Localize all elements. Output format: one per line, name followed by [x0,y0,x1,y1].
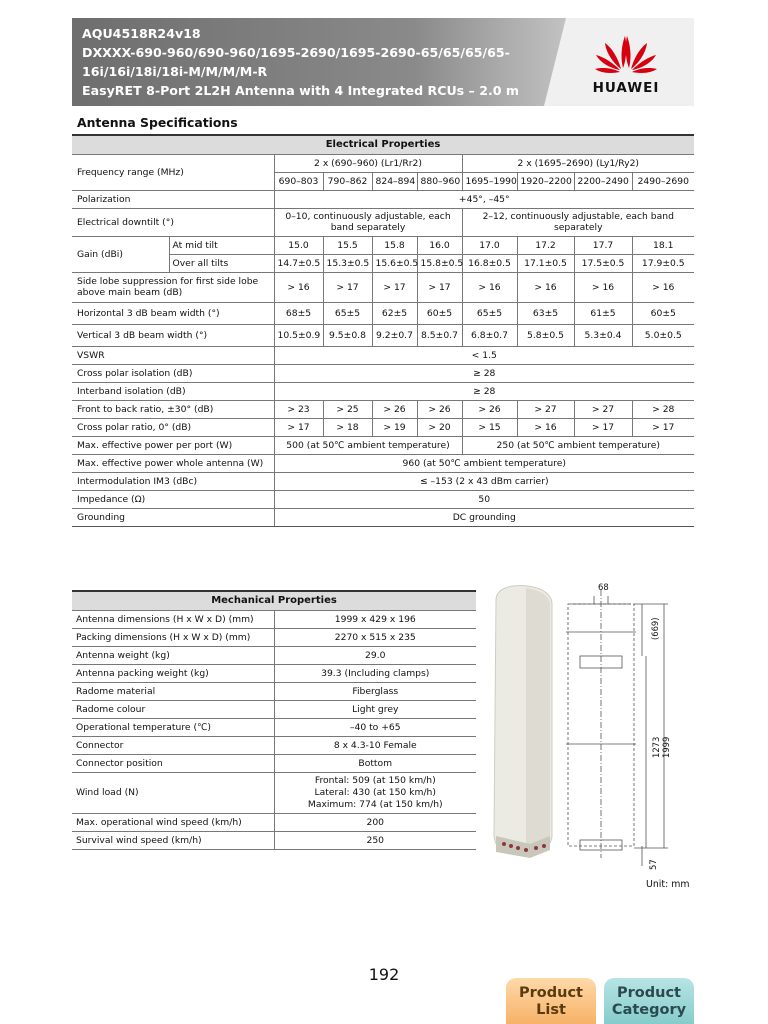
vbw-label: Vertical 3 dB beam width (°) [72,324,274,346]
cross-polar-ratio-value: > 18 [323,418,372,436]
max-power-whole-label: Max. effective power whole antenna (W) [72,454,274,472]
gain-all-value: 14.7±0.5 [274,254,323,272]
antenna-render-image [494,586,552,858]
sidelobe-value: > 16 [517,272,574,302]
mech-label: Radome material [72,682,274,700]
cross-polar-ratio-value: > 20 [417,418,462,436]
front-to-back-value: > 25 [323,400,372,418]
mech-label: Connector [72,736,274,754]
hbw-value: 60±5 [632,302,694,324]
vbw-value: 9.2±0.7 [372,324,417,346]
sidelobe-value: > 17 [372,272,417,302]
vbw-value: 5.3±0.4 [574,324,632,346]
max-power-port-low: 500 (at 50℃ ambient temperature) [274,436,462,454]
front-to-back-value: > 27 [517,400,574,418]
xpol-isolation-label: Cross polar isolation (dB) [72,364,274,382]
gain-all-value: 16.8±0.5 [462,254,517,272]
wind-load-frontal: Frontal: 509 (at 150 km/h) [314,774,436,786]
product-description: EasyRET 8-Port 2L2H Antenna with 4 Integrated RCUs – 2.0 m [82,83,520,98]
drawing-dimensions [598,582,671,870]
product-category-label-1: Product [617,985,681,1001]
interband-isolation-label: Interband isolation (dB) [72,382,274,400]
sidelobe-label: Side lobe suppression for first side lobe above main beam (dB) [72,272,274,302]
model-code-line-1: DXXXX-690-960/690-960/1695-2690/1695-2690-65/65/65/65- [82,45,510,60]
mechanical-properties-table [72,590,476,850]
huawei-logo [576,28,676,98]
gain-mid-value: 17.2 [517,236,574,254]
gain-mid-value: 15.8 [372,236,417,254]
hbw-value: 63±5 [517,302,574,324]
gain-mid-value: 17.7 [574,236,632,254]
front-to-back-value: > 23 [274,400,323,418]
antenna-drawing [486,578,696,878]
dim-top: 68 [598,582,609,592]
xpol-isolation-value: ≥ 28 [274,364,694,382]
freq-band: 2200–2490 [574,172,632,190]
dim-bottom: 57 [648,859,658,870]
dim-total: 1999 [661,736,671,758]
product-list-label-1: Product [519,985,583,1001]
mech-label: Antenna packing weight (kg) [72,664,274,682]
vbw-value: 5.8±0.5 [517,324,574,346]
freq-band: 2490–2690 [632,172,694,190]
im3-value: ≤ –153 (2 x 43 dBm carrier) [274,472,694,490]
sidelobe-value: > 16 [462,272,517,302]
mech-value: Bottom [274,754,476,772]
freq-band: 690–803 [274,172,323,190]
wind-load-value [274,772,476,813]
electrical-heading: Electrical Properties [72,135,694,154]
mech-value: Fiberglass [274,682,476,700]
unit-label: Unit: mm [646,879,690,890]
im3-label: Intermodulation IM3 (dBc) [72,472,274,490]
sidelobe-value: > 16 [574,272,632,302]
model-name: AQU4518R24v18 [82,26,201,41]
cross-polar-ratio-value: > 17 [574,418,632,436]
cross-polar-ratio-value: > 17 [274,418,323,436]
mech-value: 250 [274,831,476,849]
polarization-label: Polarization [72,190,274,208]
gain-all-value: 17.5±0.5 [574,254,632,272]
grounding-label: Grounding [72,508,274,526]
gain-all-value: 17.1±0.5 [517,254,574,272]
vbw-value: 9.5±0.8 [323,324,372,346]
sidelobe-value: > 16 [274,272,323,302]
mechanical-heading: Mechanical Properties [72,591,476,610]
product-category-label-2: Category [611,1002,687,1018]
mech-label: Survival wind speed (km/h) [72,831,274,849]
vswr-value: < 1.5 [274,346,694,364]
gain-mid-label: At mid tilt [169,236,274,254]
impedance-label: Impedance (Ω) [72,490,274,508]
mech-label: Antenna weight (kg) [72,646,274,664]
mech-value: 39.3 (Including clamps) [274,664,476,682]
freq-band: 824–894 [372,172,417,190]
gain-mid-value: 17.0 [462,236,517,254]
freq-band: 880–960 [417,172,462,190]
hbw-value: 65±5 [323,302,372,324]
mech-label: Antenna dimensions (H x W x D) (mm) [72,610,274,628]
max-power-port-label: Max. effective power per port (W) [72,436,274,454]
impedance-value: 50 [274,490,694,508]
front-to-back-value: > 26 [462,400,517,418]
huawei-petals-icon [576,28,676,78]
mech-value: 200 [274,813,476,831]
hbw-value: 62±5 [372,302,417,324]
mech-label: Max. operational wind speed (km/h) [72,813,274,831]
mech-label: Packing dimensions (H x W x D) (mm) [72,628,274,646]
cross-polar-ratio-value: > 17 [632,418,694,436]
downtilt-high: 2–12, continuously adjustable, each band separately [462,208,694,236]
dim-mid: 1273 [651,736,661,758]
cross-polar-ratio-label: Cross polar ratio, 0° (dB) [72,418,274,436]
gain-all-value: 17.9±0.5 [632,254,694,272]
freq-band: 1695–1990 [462,172,517,190]
front-to-back-value: > 26 [417,400,462,418]
gain-all-value: 15.8±0.5 [417,254,462,272]
polarization-value: +45°, –45° [274,190,694,208]
freq-group-low: 2 x (690–960) (Lr1/Rr2) [274,154,462,172]
mech-value: 2270 x 515 x 235 [274,628,476,646]
mech-value: 29.0 [274,646,476,664]
vbw-value: 10.5±0.9 [274,324,323,346]
product-category-button[interactable] [604,978,694,1024]
electrical-properties-table [72,134,694,527]
gain-all-value: 15.3±0.5 [323,254,372,272]
cross-polar-ratio-value: > 16 [517,418,574,436]
front-to-back-value: > 26 [372,400,417,418]
product-list-button[interactable] [506,978,596,1024]
mech-label: Operational temperature (℃) [72,718,274,736]
interband-isolation-value: ≥ 28 [274,382,694,400]
freq-group-high: 2 x (1695–2690) (Ly1/Ry2) [462,154,694,172]
max-power-port-high: 250 (at 50℃ ambient temperature) [462,436,694,454]
hbw-value: 61±5 [574,302,632,324]
max-power-whole-value: 960 (at 50℃ ambient temperature) [274,454,694,472]
hbw-label: Horizontal 3 dB beam width (°) [72,302,274,324]
wind-load-label: Wind load (N) [72,772,274,813]
mech-value: 1999 x 429 x 196 [274,610,476,628]
hbw-value: 65±5 [462,302,517,324]
gain-mid-value: 15.0 [274,236,323,254]
section-title: Antenna Specifications [77,115,238,130]
model-code-line-2: 16i/16i/18i/18i-M/M/M/M-R [82,64,268,79]
product-list-label-2: List [536,1002,566,1018]
vbw-value: 5.0±0.5 [632,324,694,346]
gain-mid-value: 15.5 [323,236,372,254]
gain-all-label: Over all tilts [169,254,274,272]
front-to-back-value: > 27 [574,400,632,418]
mech-value: Light grey [274,700,476,718]
dim-upper: (669) [650,617,660,640]
grounding-value: DC grounding [274,508,694,526]
page-number: 192 [368,965,400,984]
mech-label: Connector position [72,754,274,772]
front-to-back-label: Front to back ratio, ±30° (dB) [72,400,274,418]
hbw-value: 68±5 [274,302,323,324]
downtilt-label: Electrical downtilt (°) [72,208,274,236]
wind-load-maximum: Maximum: 774 (at 150 km/h) [307,798,443,810]
brand-name: HUAWEI [592,80,660,96]
vbw-value: 6.8±0.7 [462,324,517,346]
product-title [82,24,519,100]
header-banner [72,18,694,106]
downtilt-low: 0–10, continuously adjustable, each band separately [274,208,462,236]
mech-value: –40 to +65 [274,718,476,736]
gain-label: Gain (dBi) [72,236,169,272]
front-to-back-value: > 28 [632,400,694,418]
freq-band: 790–862 [323,172,372,190]
freq-band: 1920–2200 [517,172,574,190]
sidelobe-value: > 16 [632,272,694,302]
vswr-label: VSWR [72,346,274,364]
hbw-value: 60±5 [417,302,462,324]
mech-value: 8 x 4.3-10 Female [274,736,476,754]
gain-mid-value: 16.0 [417,236,462,254]
sidelobe-value: > 17 [417,272,462,302]
sidelobe-value: > 17 [323,272,372,302]
freq-label: Frequency range (MHz) [72,154,274,190]
vbw-value: 8.5±0.7 [417,324,462,346]
gain-all-value: 15.6±0.5 [372,254,417,272]
gain-mid-value: 18.1 [632,236,694,254]
wind-load-lateral: Lateral: 430 (at 150 km/h) [314,786,436,798]
cross-polar-ratio-value: > 15 [462,418,517,436]
mech-label: Radome colour [72,700,274,718]
cross-polar-ratio-value: > 19 [372,418,417,436]
